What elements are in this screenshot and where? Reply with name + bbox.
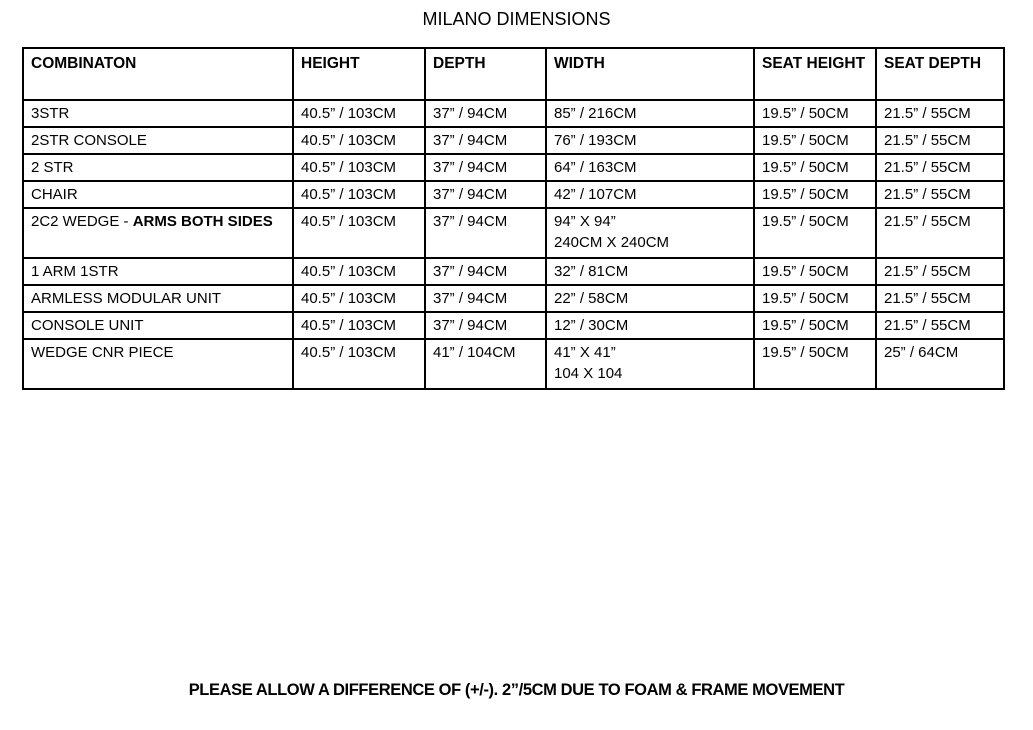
table-row [23, 127, 1004, 154]
cell-seat-depth: 21.5” / 55CM [876, 258, 1004, 285]
cell-width: 12” / 30CM [546, 312, 754, 339]
table-row [23, 154, 1004, 181]
cell-height: 40.5” / 103CM [293, 208, 425, 258]
cell-width: 64” / 163CM [546, 154, 754, 181]
cell-combination: 2C2 WEDGE - ARMS BOTH SIDES [23, 208, 293, 258]
table-row [23, 312, 1004, 339]
cell-height: 40.5” / 103CM [293, 154, 425, 181]
table-row [23, 181, 1004, 208]
cell-height: 40.5” / 103CM [293, 312, 425, 339]
cell-seat-height: 19.5” / 50CM [754, 100, 876, 127]
cell-depth: 37” / 94CM [425, 127, 546, 154]
cell-width: 76” / 193CM [546, 127, 754, 154]
column-header-seat-depth: SEAT DEPTH [876, 48, 1004, 100]
page-title: MILANO DIMENSIONS [422, 9, 611, 29]
cell-depth: 37” / 94CM [425, 285, 546, 312]
cell-combination: 3STR [23, 100, 293, 127]
column-header-seat-height: SEAT HEIGHT [754, 48, 876, 100]
cell-height: 40.5” / 103CM [293, 127, 425, 154]
cell-width: 42” / 107CM [546, 181, 754, 208]
cell-depth: 37” / 94CM [425, 181, 546, 208]
cell-width: 32” / 81CM [546, 258, 754, 285]
cell-height: 40.5” / 103CM [293, 100, 425, 127]
cell-depth: 37” / 94CM [425, 258, 546, 285]
cell-seat-height: 19.5” / 50CM [754, 285, 876, 312]
cell-seat-depth: 25” / 64CM [876, 339, 1004, 389]
column-header-depth: DEPTH [425, 48, 546, 100]
cell-seat-height: 19.5” / 50CM [754, 258, 876, 285]
cell-height: 40.5” / 103CM [293, 181, 425, 208]
cell-seat-height: 19.5” / 50CM [754, 339, 876, 389]
dimensions-table [22, 47, 1005, 390]
column-header-combinaton: COMBINATON [23, 48, 293, 100]
cell-depth: 37” / 94CM [425, 208, 546, 258]
cell-width: 94” X 94” 240CM X 240CM [546, 208, 754, 258]
cell-combination: CHAIR [23, 181, 293, 208]
table-body [23, 100, 1004, 389]
cell-seat-height: 19.5” / 50CM [754, 154, 876, 181]
cell-seat-height: 19.5” / 50CM [754, 312, 876, 339]
cell-width: 85” / 216CM [546, 100, 754, 127]
cell-depth: 41” / 104CM [425, 339, 546, 389]
cell-width: 41” X 41” 104 X 104 [546, 339, 754, 389]
column-header-width: WIDTH [546, 48, 754, 100]
footer-note: PLEASE ALLOW A DIFFERENCE OF (+/-). 2”/5CM DUE TO FOAM & FRAME MOVEMENT [188, 681, 845, 699]
cell-seat-height: 19.5” / 50CM [754, 208, 876, 258]
table-row [23, 208, 1004, 258]
cell-seat-depth: 21.5” / 55CM [876, 100, 1004, 127]
cell-seat-depth: 21.5” / 55CM [876, 154, 1004, 181]
table-row [23, 100, 1004, 127]
cell-combination: CONSOLE UNIT [23, 312, 293, 339]
cell-seat-depth: 21.5” / 55CM [876, 312, 1004, 339]
cell-combination: ARMLESS MODULAR UNIT [23, 285, 293, 312]
cell-seat-depth: 21.5” / 55CM [876, 181, 1004, 208]
cell-combination: 1 ARM 1STR [23, 258, 293, 285]
table-row [23, 285, 1004, 312]
cell-height: 40.5” / 103CM [293, 339, 425, 389]
cell-combination: 2STR CONSOLE [23, 127, 293, 154]
cell-depth: 37” / 94CM [425, 154, 546, 181]
table-row [23, 258, 1004, 285]
column-header-height: HEIGHT [293, 48, 425, 100]
cell-width: 22” / 58CM [546, 285, 754, 312]
cell-seat-depth: 21.5” / 55CM [876, 127, 1004, 154]
cell-depth: 37” / 94CM [425, 312, 546, 339]
cell-seat-depth: 21.5” / 55CM [876, 285, 1004, 312]
cell-height: 40.5” / 103CM [293, 258, 425, 285]
cell-height: 40.5” / 103CM [293, 285, 425, 312]
cell-depth: 37” / 94CM [425, 100, 546, 127]
table-header-row [23, 48, 1004, 100]
cell-seat-depth: 21.5” / 55CM [876, 208, 1004, 258]
cell-combination: WEDGE CNR PIECE [23, 339, 293, 389]
cell-combination: 2 STR [23, 154, 293, 181]
table-row [23, 339, 1004, 389]
cell-seat-height: 19.5” / 50CM [754, 127, 876, 154]
cell-seat-height: 19.5” / 50CM [754, 181, 876, 208]
